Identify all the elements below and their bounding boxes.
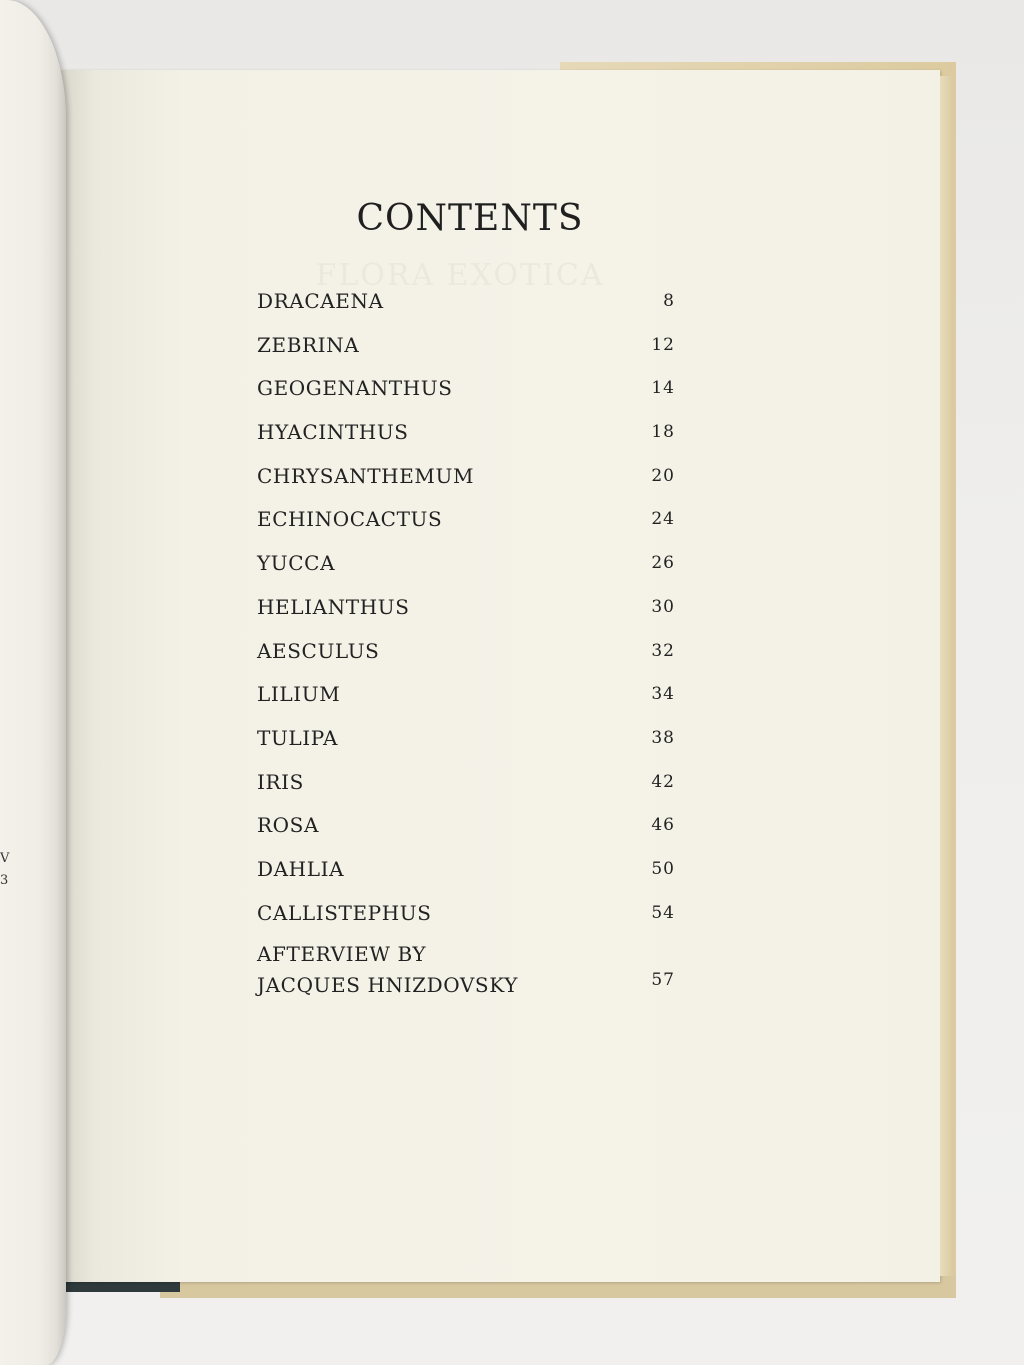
toc-entry-page: 20: [651, 465, 675, 486]
toc-entry: [257, 901, 679, 945]
toc-entry: [257, 420, 679, 464]
toc-entry-title: ECHINOCACTUS: [257, 507, 443, 532]
toc-entry: [257, 289, 679, 333]
toc-entry: [257, 682, 679, 726]
toc-entry-title: DRACAENA: [257, 289, 384, 313]
toc-entry-page: 32: [651, 640, 675, 661]
left-facing-page: [0, 0, 66, 1365]
toc-entry-title: LILIUM: [257, 682, 341, 707]
toc-entry-page: 34: [651, 684, 675, 705]
toc-entry-title-line: AFTERVIEW BY: [257, 942, 427, 967]
toc-entry: [257, 507, 679, 551]
toc-entry: [257, 464, 679, 508]
left-page-mark: V: [0, 851, 10, 866]
toc-entry-page: 26: [651, 553, 675, 574]
toc-entry: [257, 944, 679, 1014]
table-of-contents: [257, 289, 679, 1014]
toc-entry-page: 54: [651, 902, 675, 923]
show-through-title: FLORA EXOTICA: [315, 258, 605, 293]
toc-entry-title: YUCCA: [257, 551, 336, 576]
toc-entry-page: 46: [651, 815, 675, 836]
toc-entry-page: 18: [651, 422, 675, 443]
toc-entry-title: TULIPA: [257, 725, 339, 750]
toc-entry: [257, 857, 679, 901]
toc-entry-page: 12: [651, 334, 675, 355]
toc-entry-page: 57: [651, 970, 675, 991]
toc-entry: [257, 595, 679, 639]
toc-entry-title: DAHLIA: [257, 856, 345, 881]
toc-entry-title: IRIS: [257, 769, 304, 794]
page-edge: [940, 76, 954, 1276]
toc-entry: [257, 813, 679, 857]
toc-entry-title: HELIANTHUS: [257, 594, 410, 619]
toc-entry-title: [257, 939, 518, 1001]
toc-entry-page: 50: [651, 858, 675, 879]
toc-entry-title: HYACINTHUS: [257, 420, 409, 445]
toc-entry-title: AESCULUS: [257, 638, 380, 663]
toc-entry: [257, 551, 679, 595]
left-page-marks: [0, 848, 8, 892]
toc-entry: [257, 333, 679, 377]
toc-entry-title: GEOGENANTHUS: [257, 376, 453, 401]
toc-entry: [257, 639, 679, 683]
toc-entry-title: CHRYSANTHEMUM: [257, 463, 475, 488]
toc-entry-page: 14: [651, 378, 675, 399]
toc-entry-title: CALLISTEPHUS: [257, 900, 432, 925]
toc-entry-title: ROSA: [257, 813, 319, 838]
toc-entry-title-line: JACQUES HNIZDOVSKY: [257, 973, 519, 998]
toc-entry-page: 24: [651, 509, 675, 530]
toc-entry-page: 8: [663, 291, 675, 311]
toc-entry-page: 38: [651, 727, 675, 748]
toc-entry: [257, 726, 679, 770]
toc-entry-title: ZEBRINA: [257, 332, 360, 357]
toc-entry-page: 30: [651, 596, 675, 617]
toc-entry-page: 42: [651, 771, 675, 792]
page-title: CONTENTS: [356, 198, 584, 239]
toc-entry: [257, 376, 679, 420]
toc-entry: [257, 770, 679, 814]
left-page-mark: 3: [0, 873, 9, 888]
